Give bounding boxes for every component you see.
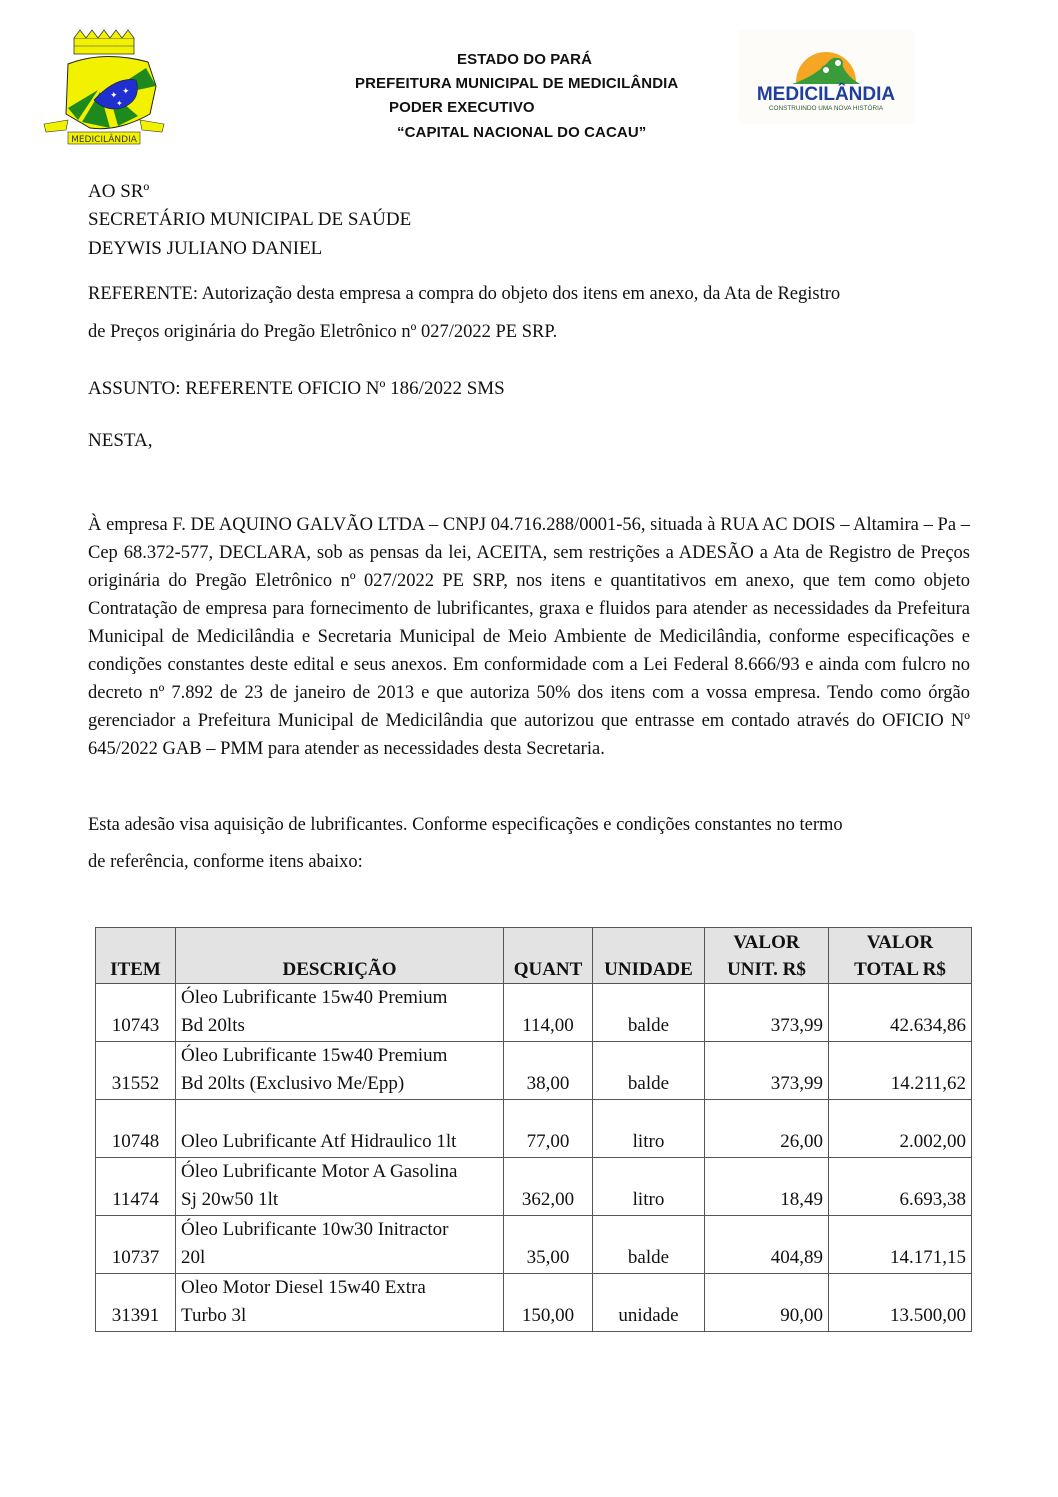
header-item: ITEM xyxy=(96,928,176,984)
declaration-paragraph: À empresa F. DE AQUINO GALVÃO LTDA – CNPJ 04.716.288/0001-56, situada à RUA AC DOIS – Altamira – Pa – Cep 68.372-577, DECLARA, sob as pensas da lei, ACEITA, sem restrições a ADESÃO a Ata de Registro de Preços originária do Pregão Eletrônico nº 027/2022 PE SRP, nos itens e quantitativos em anexo, que tem como objeto Contratação de empresa para fornecimento de lubrificantes, graxa e fluidos para atender as necessidades da Prefeitura Municipal de Medicilândia e Secretaria Municipal de Meio Ambiente de Medicilândia, conforme especificações e condições constantes deste edital e seus anexos. Em conformidade com a Lei Federal 8.666/93 e ainda com fulcro no decreto nº 7.892 de 23 de janeiro de 2013 e que autoriza 50% dos itens com a vossa empresa. Tendo como órgão gerenciador a Prefeitura Municipal de Medicilândia que autorizou que entrasse em contado através do OFICIO Nº 645/2022 GAB – PMM para atender as necessidades desta Secretaria. xyxy=(88,515,970,759)
header-valor-total-line-1: VALOR xyxy=(866,932,934,953)
header-valor-unit xyxy=(705,928,829,984)
cell-item: 10737 xyxy=(96,1216,176,1274)
cell-quant: 150,00 xyxy=(504,1274,593,1332)
description-line-2: Bd 20lts (Exclusivo Me/Epp) xyxy=(181,1073,405,1094)
cell-quant: 362,00 xyxy=(504,1158,593,1216)
nesta: NESTA, xyxy=(88,430,153,451)
cell-unidade: balde xyxy=(593,1042,705,1100)
intro-line-2: de referência, conforme itens abaixo: xyxy=(88,852,363,872)
svg-text:✦: ✦ xyxy=(110,91,118,101)
table-row xyxy=(96,984,972,1042)
header-poder-executivo: PODER EXECUTIVO xyxy=(389,99,535,116)
cell-quant: 77,00 xyxy=(504,1100,593,1158)
cell-unidade: litro xyxy=(593,1158,705,1216)
cell-descricao xyxy=(176,1216,504,1274)
items-table xyxy=(95,927,972,1332)
referente-line-1: REFERENTE: Autorização desta empresa a compra do objeto dos itens em anexo, da Ata de Registro xyxy=(88,284,841,304)
cell-valor-unit: 18,49 xyxy=(705,1158,829,1216)
cell-descricao xyxy=(176,1100,504,1158)
table-row xyxy=(96,1274,972,1332)
svg-text:✦: ✦ xyxy=(122,87,130,97)
description-line-1: Óleo Lubrificante Motor A Gasolina xyxy=(181,1161,458,1182)
cell-quant: 35,00 xyxy=(504,1216,593,1274)
cell-item: 11474 xyxy=(96,1158,176,1216)
header-valor-total xyxy=(829,928,972,984)
cell-valor-unit: 373,99 xyxy=(705,1042,829,1100)
cell-valor-total: 13.500,00 xyxy=(829,1274,972,1332)
header-motto: “CAPITAL NACIONAL DO CACAU” xyxy=(397,124,647,141)
description-line-2: Turbo 3l xyxy=(181,1305,247,1326)
assunto: ASSUNTO: REFERENTE OFICIO Nº 186/2022 SMS xyxy=(88,378,505,399)
cell-valor-unit: 373,99 xyxy=(705,984,829,1042)
table-row xyxy=(96,1042,972,1100)
crest-label: MEDICILÂNDIA xyxy=(71,135,137,145)
description-line-2: Sj 20w50 1lt xyxy=(181,1189,279,1210)
cell-unidade: balde xyxy=(593,1216,705,1274)
description-line-1 xyxy=(181,1100,498,1128)
cell-valor-unit: 26,00 xyxy=(705,1100,829,1158)
description-line-1: Óleo Lubrificante 15w40 Premium xyxy=(181,1045,448,1066)
cell-valor-total: 6.693,38 xyxy=(829,1158,972,1216)
cell-valor-unit: 90,00 xyxy=(705,1274,829,1332)
cell-descricao xyxy=(176,1274,504,1332)
cell-quant: 38,00 xyxy=(504,1042,593,1100)
brand-name: MEDICILÂNDIA xyxy=(756,84,896,105)
cell-descricao xyxy=(176,1158,504,1216)
header-quant: QUANT xyxy=(504,928,593,984)
referente-line-2: de Preços originária do Pregão Eletrônico nº 027/2022 PE SRP. xyxy=(88,322,558,342)
table-row xyxy=(96,1158,972,1216)
cell-item: 31552 xyxy=(96,1042,176,1100)
cell-valor-total: 2.002,00 xyxy=(829,1100,972,1158)
header-valor-unit-line-2: UNIT. R$ xyxy=(727,959,806,980)
table-row xyxy=(96,1216,972,1274)
cell-quant: 114,00 xyxy=(504,984,593,1042)
description-line-1: Óleo Lubrificante 15w40 Premium xyxy=(181,987,448,1008)
description-line-2: Bd 20lts xyxy=(181,1015,245,1036)
cell-unidade: balde xyxy=(593,984,705,1042)
header-unidade: UNIDADE xyxy=(593,928,705,984)
cell-descricao xyxy=(176,984,504,1042)
header-state: ESTADO DO PARÁ xyxy=(457,51,593,68)
addressee-line-1: AO SRº xyxy=(88,181,150,202)
addressee-line-3: DEYWIS JULIANO DANIEL xyxy=(88,238,323,259)
description-line-1: Óleo Lubrificante 10w30 Initractor xyxy=(181,1219,449,1240)
svg-text:✦: ✦ xyxy=(116,99,123,108)
cell-valor-total: 14.211,62 xyxy=(829,1042,972,1100)
intro-line-1: Esta adesão visa aquisição de lubrificantes. Conforme especificações e condições constantes no termo xyxy=(88,815,843,835)
description-line-2: Oleo Lubrificante Atf Hidraulico 1lt xyxy=(181,1131,457,1152)
header-valor-unit-line-1: VALOR xyxy=(733,932,800,953)
cell-unidade: unidade xyxy=(593,1274,705,1332)
cell-descricao xyxy=(176,1042,504,1100)
cell-item: 10748 xyxy=(96,1100,176,1158)
crest-shield xyxy=(66,56,156,128)
header-valor-total-line-2: TOTAL R$ xyxy=(854,959,946,980)
addressee-line-2: SECRETÁRIO MUNICIPAL DE SAÚDE xyxy=(88,209,412,230)
table-header-row xyxy=(96,928,972,984)
description-line-2: 20l xyxy=(181,1247,206,1268)
brand-tagline: CONSTRUINDO UMA NOVA HISTÓRIA xyxy=(768,105,884,112)
municipal-crest-logo xyxy=(38,28,170,146)
medicilandia-brand-logo xyxy=(738,30,914,124)
cell-valor-total: 14.171,15 xyxy=(829,1216,972,1274)
cell-item: 10743 xyxy=(96,984,176,1042)
cell-valor-total: 42.634,86 xyxy=(829,984,972,1042)
cell-valor-unit: 404,89 xyxy=(705,1216,829,1274)
description-line-1: Oleo Motor Diesel 15w40 Extra xyxy=(181,1277,426,1298)
header-descricao: DESCRIÇÃO xyxy=(176,928,504,984)
cell-unidade: litro xyxy=(593,1100,705,1158)
cell-item: 31391 xyxy=(96,1274,176,1332)
crest-crown xyxy=(74,30,134,54)
table-row xyxy=(96,1100,972,1158)
header-prefeitura: PREFEITURA MUNICIPAL DE MEDICILÂNDIA xyxy=(355,75,679,92)
